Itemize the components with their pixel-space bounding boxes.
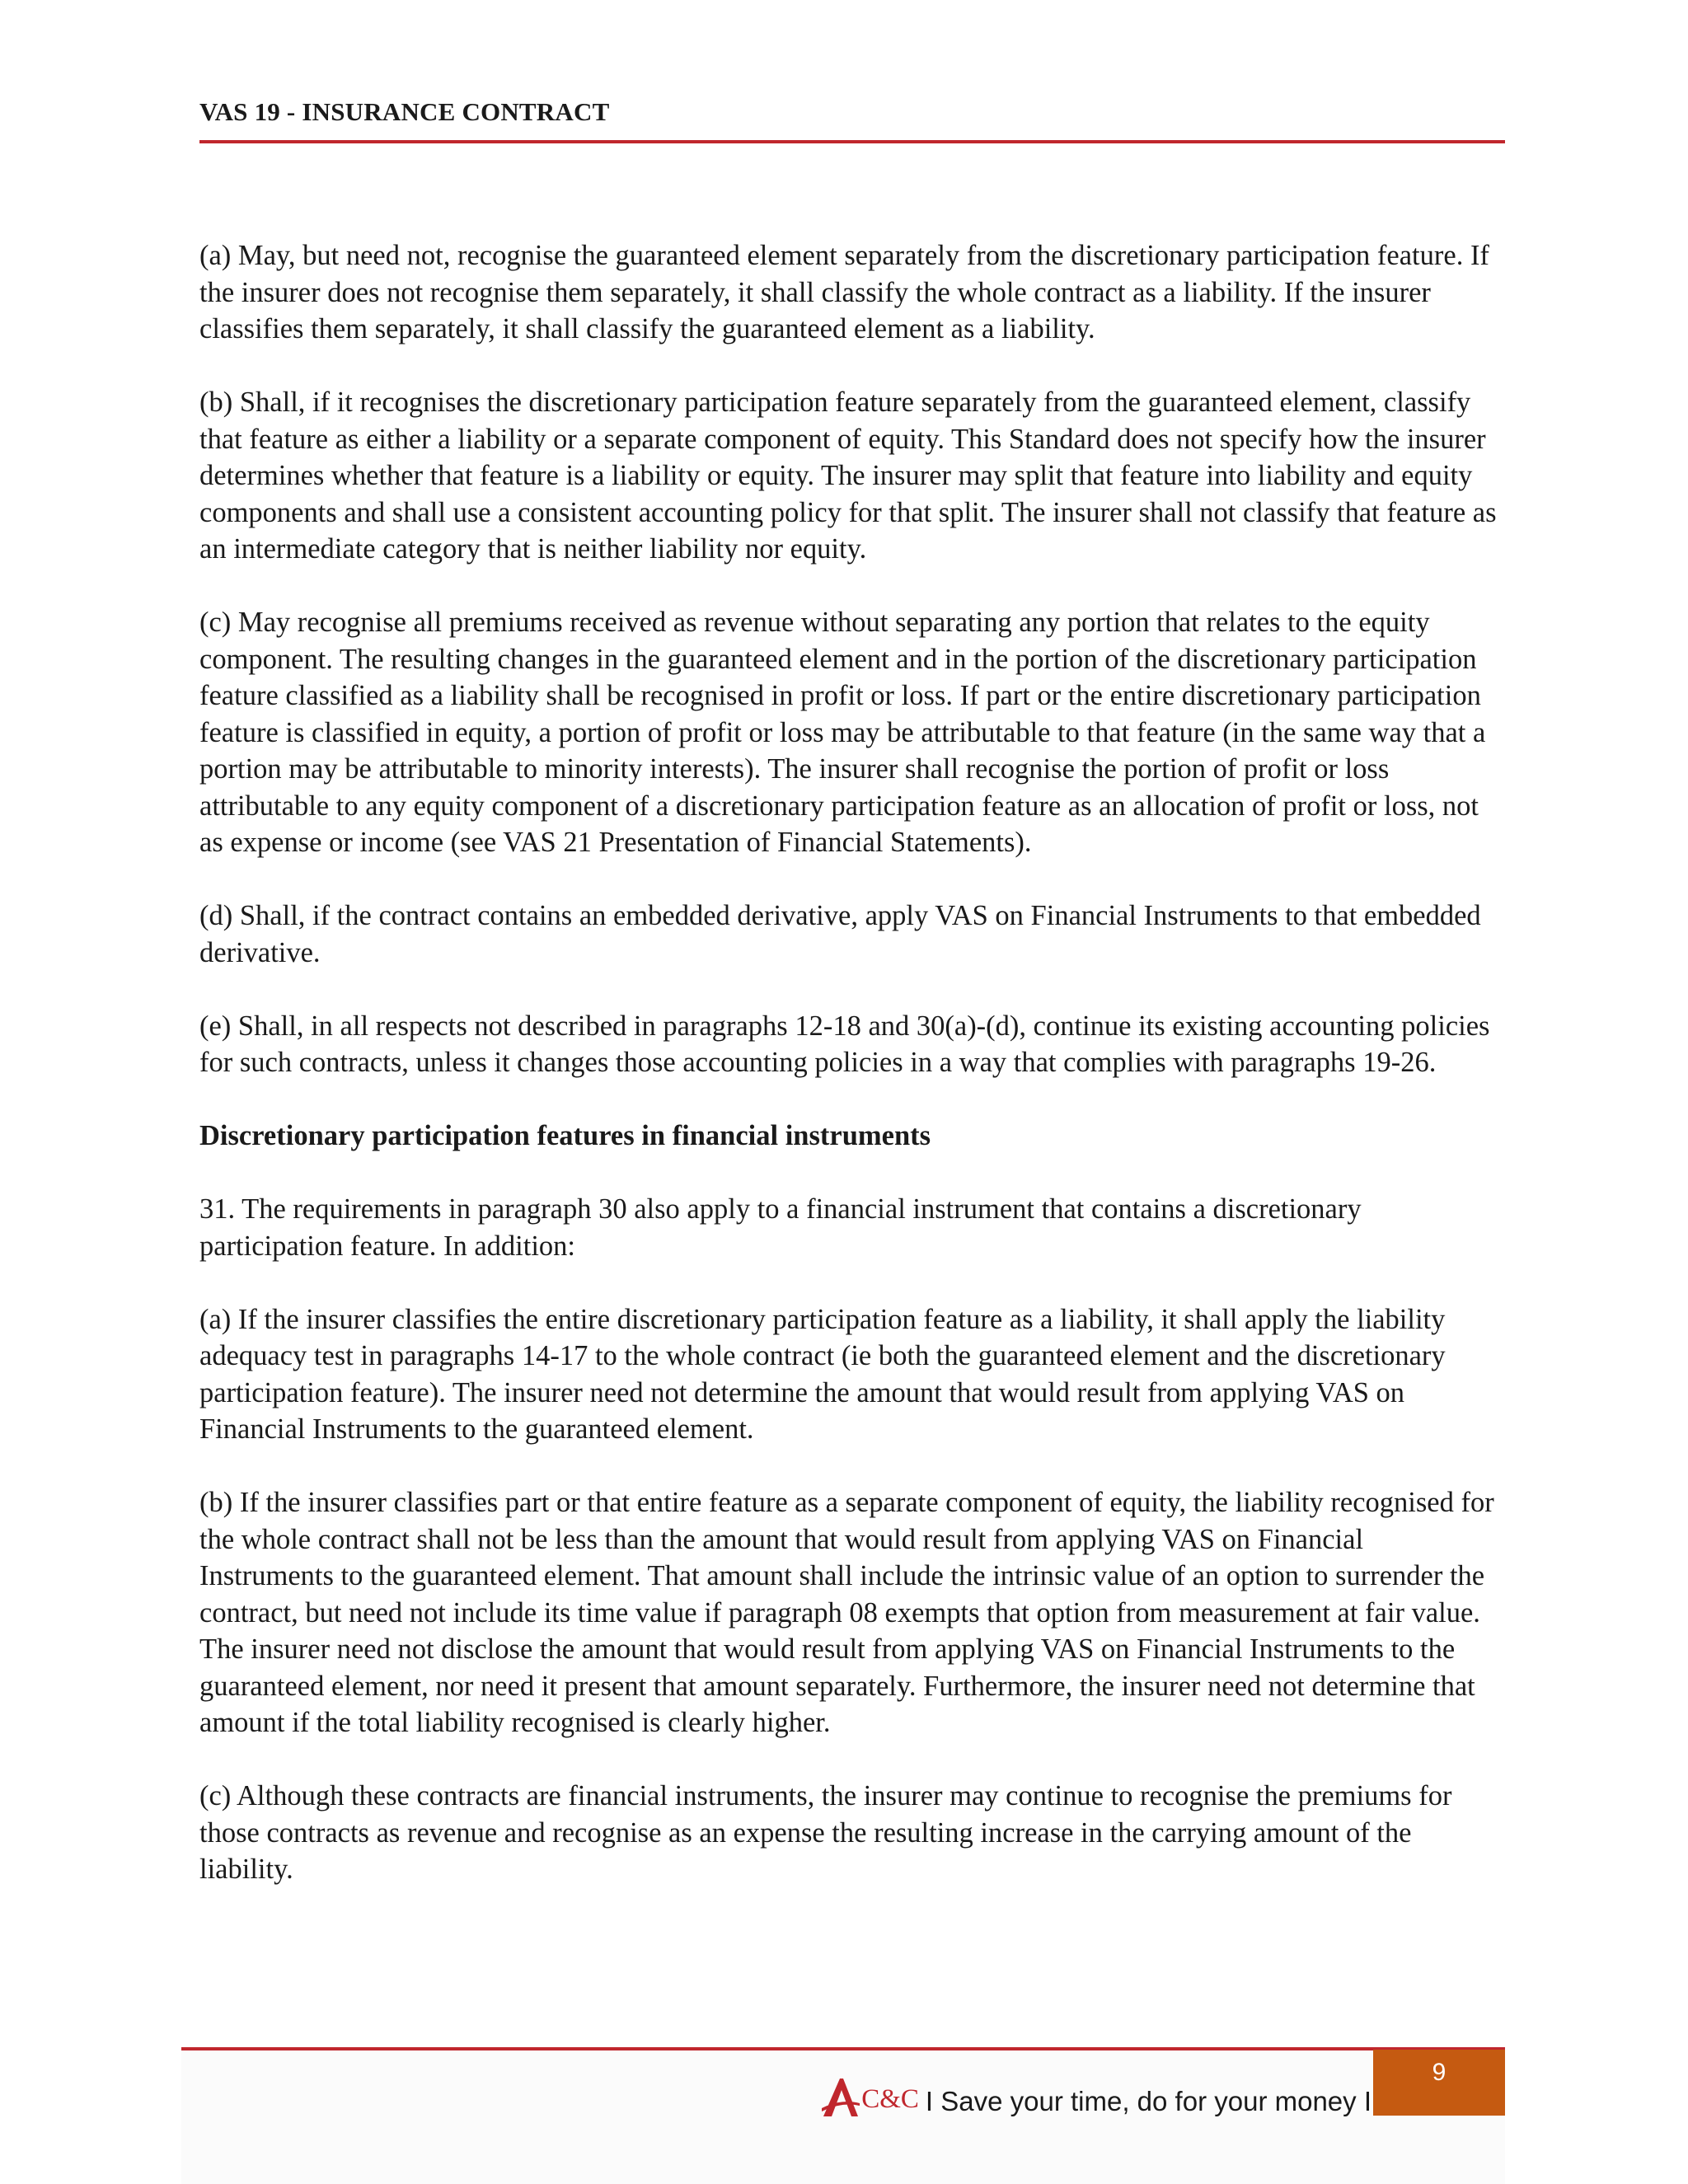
header-divider [199, 140, 1505, 143]
footer-brand [822, 2060, 1372, 2118]
paragraph-30e: (e) Shall, in all respects not described in paragraphs 12-18 and 30(a)-(d), continue its existing accounting policies for such contracts, unless it changes those accounting policies in a way that complies with paragraphs 19-26. [199, 1010, 1490, 1078]
paragraph-30c: (c) May recognise all premiums received as revenue without separating any portion that relates to the equity component. The resulting changes in the guaranteed element and in the portion of the discretionary participation feature classified as a liability shall be recognised in profit or loss. If part or the entire discretionary participation feature is classified in equity, a portion of profit or loss may be attributable to that feature (in the same way that a portion may be attributable to minority interests). The insurer shall recognise the portion of profit or loss attributable to any equity component of a discretionary participation feature as an allocation of profit or loss, not as expense or income (see VAS 21 Presentation of Financial Statements). [199, 607, 1486, 858]
paragraph-31a: (a) If the insurer classifies the entire discretionary participation feature as a liability, it shall apply the liability adequacy test in paragraphs 14-17 to the whole contract (ie both the guaranteed element and the discretionary participation feature). The insurer need not determine the amount that would result from applying VAS on Financial Instruments to the guaranteed element. [199, 1303, 1446, 1445]
document-body [199, 237, 1498, 1924]
page-header-title: VAS 19 - INSURANCE CONTRACT [199, 97, 610, 126]
paragraph-30d: (d) Shall, if the contract contains an embedded derivative, apply VAS on Financial Instruments to that embedded derivative. [199, 900, 1481, 968]
paragraph-30a: (a) May, but need not, recognise the guaranteed element separately from the discretionary participation feature. If the insurer does not recognise them separately, it shall classify the whole contract as a liability. If the insurer classifies them separately, it shall classify the guaranteed element as a liability. [199, 240, 1489, 344]
paragraph-30b: (b) Shall, if it recognises the discretionary participation feature separately from the guaranteed element, classify that feature as either a liability or a separate component of equity. This Standard does not specify how the insurer determines whether that feature is a liability or equity. The insurer may split that feature into liability and equity components and shall use a consistent accounting policy for that split. The insurer shall not classify that feature as an intermediate category that is neither liability nor equity. [199, 387, 1497, 565]
footer-divider [181, 2047, 1505, 2050]
paragraph-31: 31. The requirements in paragraph 30 also apply to a financial instrument that contains a discretionary participation feature. In addition: [199, 1193, 1362, 1262]
paragraph-31c: (c) Although these contracts are financial instruments, the insurer may continue to recognise the premiums for those contracts as revenue and recognise as an expense the resulting increase in the carrying amount of the liability. [199, 1780, 1452, 1885]
page-number-badge: 9 [1373, 2050, 1505, 2116]
ac-logo-icon [822, 2075, 860, 2118]
section-heading: Discretionary participation features in financial instruments [199, 1120, 931, 1151]
footer-tagline: I Save your time, do for your money I [925, 2086, 1372, 2116]
paragraph-31b: (b) If the insurer classifies part or that entire feature as a separate component of equity, the liability recognised for the whole contract shall not be less than the amount that would result from applying VAS on Financial Instruments to the guaranteed element. That amount shall include the intrinsic value of an option to surrender the contract, but need not include its time value if paragraph 08 exempts that option from measurement at fair value. The insurer need not disclose the amount that would result from applying VAS on Financial Instruments to the guaranteed element, nor need it present that amount separately. Furthermore, the insurer need not determine that amount if the total liability recognised is clearly higher. [199, 1487, 1494, 1738]
logo-text: C&C [861, 2084, 919, 2114]
